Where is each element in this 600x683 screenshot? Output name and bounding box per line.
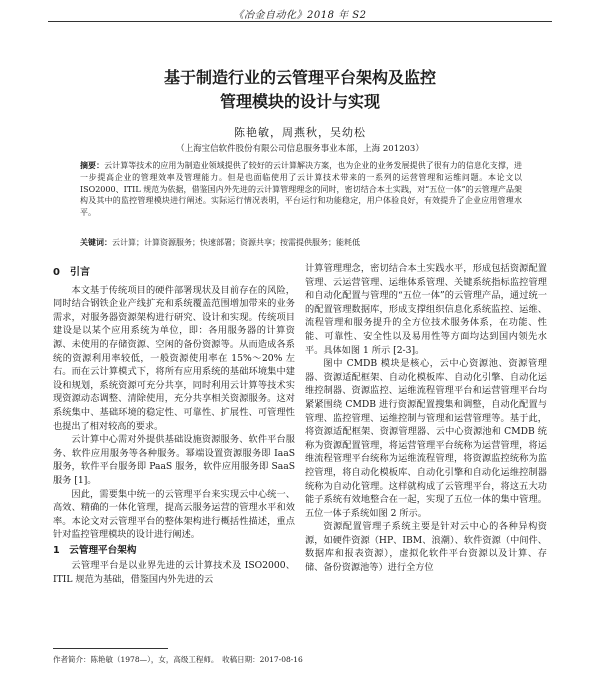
paragraph: 云管理平台是以业界先进的云计算技术及 ISO2000、ITIL 规范为基础，借鉴国内外先进的云 [53,560,295,586]
paragraph: 计算管理理念，密切结合本土实践水平，形成包括资源配置管理、云运营管理、运维体系管理、关键系统指标监控管理和自动化配置与管理的“五位一体”的云管理产品，通过统一的配置管理数据库，形成支撑组织信息化系统监控、运维、流程管理和服务提升的全方位技术服务体系，在功能、性能、可靠性、安全性以及易用性等方面均达到国内领先水平。具体如图 1 所示 [2-3]。 [305,263,547,356]
journal-header: 《冶金自动化》2018 年 S2 [233,10,367,21]
paragraph: 云计算中心需对外提供基础设施资源服务、软件平台服务、软件应用服务等各种服务。幂端设置资源服务即 IaaS 服务，软件平台服务即 PaaS 服务，软件应用服务即 SaaS 服务 [1]。 [53,434,295,486]
title-line-1: 基于制造行业的云管理平台架构及监控 [163,68,436,87]
affiliation: （上海宝信软件股份有限公司信息服务事业本部，上海 201203） [176,144,424,154]
paragraph: 图中 CMDB 模块是核心，云中心资源池、资源管理器、资源适配框架、自动化模板库、自动化引擎、自动化运维控制器、资源监控、运维流程管理平台和运营管理平台均紧紧围绕 CMDB 进行资源配置搜集和调整，自动化配置与管理、监控管理、运维控制与管理和运营管理等。基于此，将资源适配框架、资源管理器、云中心资源池和 CMDB 统称为资源配置管理，将运营管理平台统称为运营管理，将运维流程管理平台统称为运维流程管理，将资源监控统称为监控管理，将自动化模板库、自动化引擎和自动化运维控制器统称为自动化管理。这样就构成了云管理平台，将这五大功能子系统有效地整合在一起，实现了五位一体的集中管理。五位一体子系统如图 2 所示。 [305,358,547,519]
authors: 陈艳敏，周燕秋，吴幼松 [234,126,366,139]
keywords-text: 云计算；计算资源服务；快速部署；资源共享；按需提供服务；能耗低 [112,238,360,247]
abstract-label: 摘要： [80,160,105,170]
abstract-text: 云计算等技术的应用为制造业领域提供了较好的云计算解决方案，也为企业的业务发展提供了很有力的信息化支撑，进一步提高企业的管理效率及管理能力。但是也面临使用了云计算技术带来的一系列的运营管理和运维问题。本论文以 ISO2000、ITIL 规范为依据，借鉴国内外先进的云计算管理理念的同时，密切结合本土实践，对“五位一体”的云管理产品架构及其中的监控管理模块进行阐述。实际运行情况表明，平台运行和功能稳定，用户体验良好，有效提升了企业应用管理水平。 [80,161,523,218]
abstract [80,160,522,219]
author-footnote: 作者简介：陈艳敏（1978—），女，高级工程师。 收稿日期：2017-08-16 [53,655,303,664]
title-line-2: 管理模块的设计与实现 [219,92,380,111]
section-heading: 1 云管理平台架构 [53,544,137,556]
paragraph: 资源配置管理子系统主要是针对云中心的各种异构资源，如硬件资源（HP、IBM、浪潮）、软件资源（中间件、数据库和报表资源），虚拟化软件平台资源以及计算、存储、备份资源池等）进行全方位 [305,521,547,574]
paper-title [0,66,600,114]
left-column [53,262,295,587]
right-column [305,262,547,575]
footnote-rule [53,648,168,649]
keywords [80,237,522,248]
paragraph: 因此，需要集中统一的云管理平台来实现云中心统一、高效、精确的一体化管理，提高云服务运营的管理水平和效率。本论文对云管理平台的整体架构进行概括性描述，重点针对监控管理模块的设计进行阐述。 [53,488,295,541]
paragraph: 本文基于传统项目的硬件部署现状及目前存在的风险，同时结合钢铁企业产线扩充和系统覆盖范围增加带来的业务需求，对服务器资源架构进行研究、设计和实现。传统项目建设是以某个应用系统为单位，即：各用服务器的计算资源、未使用的存储资源、空闲的备份资源等。从而造成各系统的资源利用率较低，一般资源使用率在 15%～20% 左右。而在云计算模式下，将所有应用系统的基础环境集中建设和规划，系统资源可充分共享，同时利用云计算等技术实现资源动态调整、清除使用，充分共享相关资源服务。这对系统集中、基础环境的稳定性、可靠性、扩展性、可管理性也提出了相对较高的要求。 [53,284,295,432]
intro-heading: 0 引言 [53,267,90,278]
keywords-label: 关键词： [80,237,112,247]
header-rule [48,21,552,22]
